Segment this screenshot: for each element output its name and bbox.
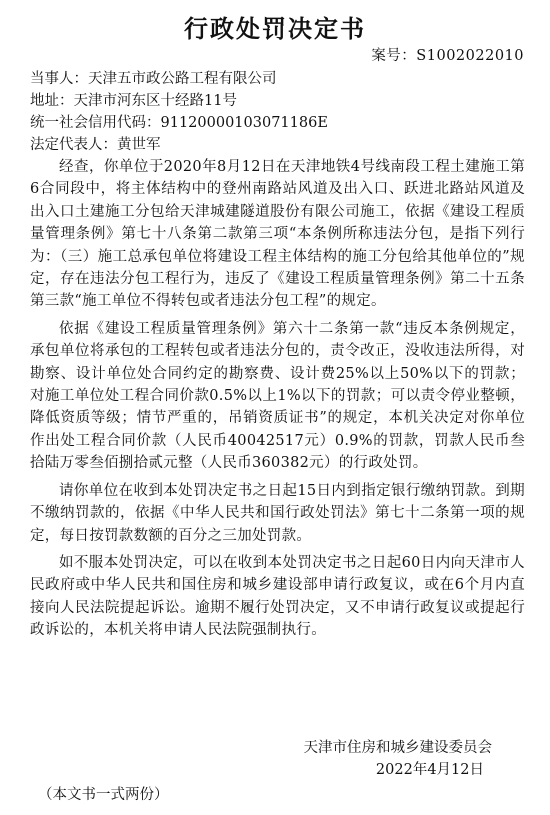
paragraph-findings: 经查，你单位于2020年8月12日在天津地铁4号线南段工程土建施工第6合同段中，将主体结构中的登州南路站风道及出入口、跃进北路站风道及出入口土建施工分包给天津城建隧道股份有限公司施工，依据《建设工程质量管理条例》第七十八条第二款第三项“本条例所称违法分包，是指下列行为：（三）施工总承包单位将建设工程主体结构的施工分包给其他单位的”规定，存在违法分包工程行为，违反了《建设工程质量管理条例》第二十五条第三款“施工单位不得转包或者违法分包工程”的规定。 — [30, 159, 525, 310]
copies-note: （本文书一式两份） — [38, 787, 169, 803]
issuing-authority: 天津市住房和城乡建设委员会 — [303, 740, 492, 756]
party-info — [30, 68, 528, 156]
party-name: 当事人：天津五市政公路工程有限公司 — [30, 71, 277, 87]
paragraph-penalty: 依据《建设工程质量管理条例》第六十二条第一款“违反本条例规定，承包单位将承包的工程转包或者违法分包的，责令改正，没收违法所得，对勘察、设计单位处合同约定的勘察费、设计费25%以上50%以下的罚款；对施工单位处工程合同价款0.5%以上1%以下的罚款；可以责令停业整顿，降低资质等级；情节严重的，吊销资质证书”的规定，本机关决定对你单位作出处工程合同价款（人民币40042517元）0.9%的罚款，罚款人民币叁拾陆万零叁佰捌拾贰元整（人民币360382元）的行政处罚。 — [30, 320, 525, 472]
signature-block — [304, 737, 493, 781]
document-title: 行政处罚决定书 — [184, 15, 366, 43]
credit-code: 统一社会信用代码：91120000103071186E — [30, 115, 328, 131]
case-number: 案号：S1002022010 — [371, 48, 524, 64]
paragraph-payment: 请你单位在收到本处罚决定书之日起15日内到指定银行缴纳罚款。到期不缴纳罚款的，依据《中华人民共和国行政处罚法》第七十二条第一项的规定，每日按罚款数额的百分之三加处罚款。 — [30, 482, 525, 544]
decision-body — [30, 156, 525, 647]
paragraph-appeal: 如不服本处罚决定，可以在收到本处罚决定书之日起60日内向天津市人民政府或中华人民共和国住房和城乡建设部申请行政复议，或在6个月内直接向人民法院提起诉讼。逾期不履行处罚决定，又不申请行政复议或提起行政诉讼的，本机关将申请人民法院强制执行。 — [30, 554, 525, 639]
issue-date: 2022年4月12日 — [375, 762, 484, 778]
party-address: 地址：天津市河东区十经路11号 — [30, 93, 237, 109]
legal-representative: 法定代表人：黄世军 — [30, 137, 161, 153]
